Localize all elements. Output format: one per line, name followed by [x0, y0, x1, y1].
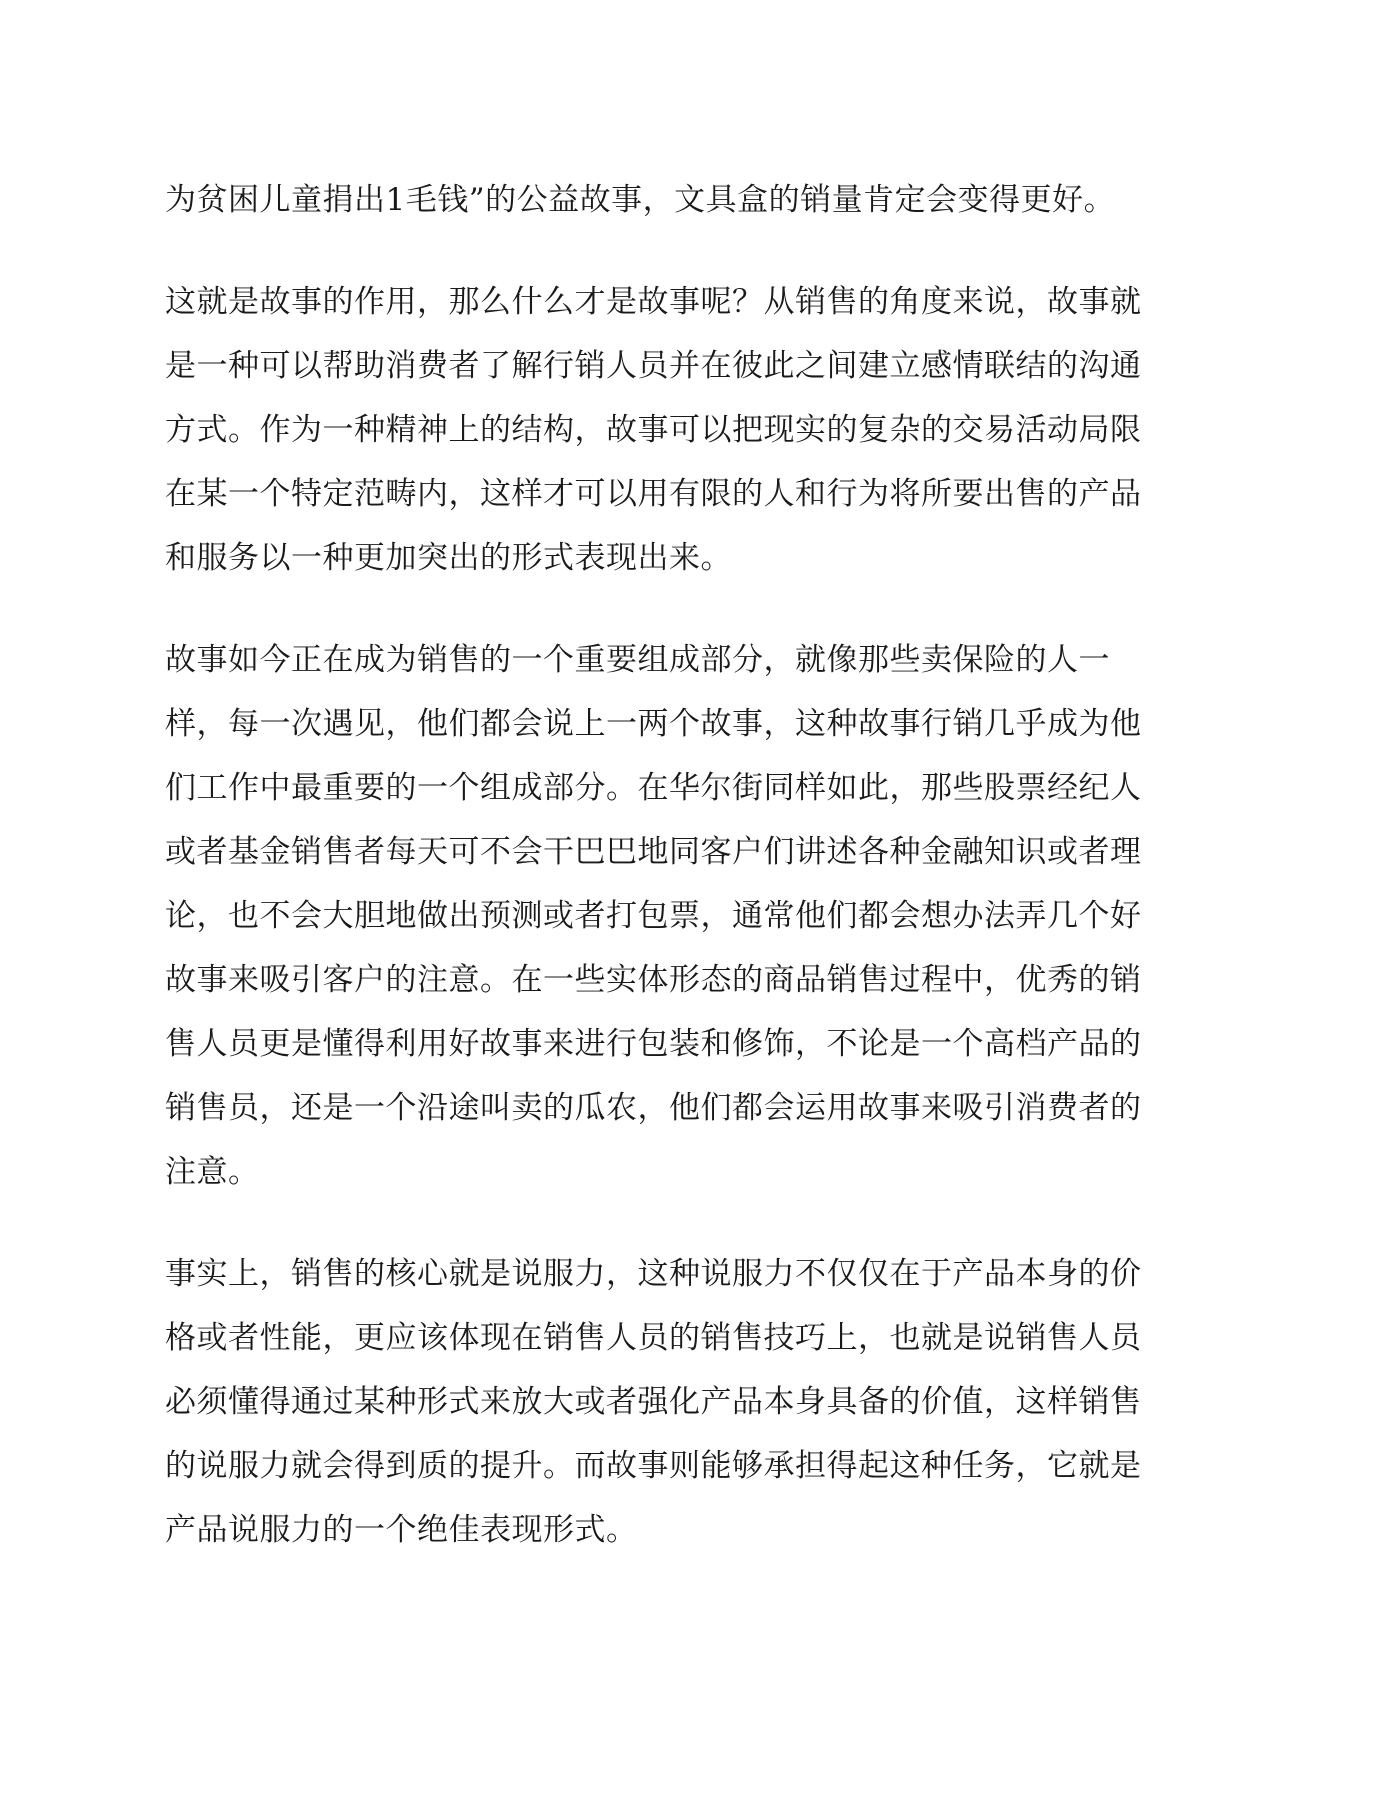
text-line: 事实上，销售的核心就是说服力，这种说服力不仅仅在于产品本身的价 — [165, 1256, 1142, 1292]
paragraph — [165, 1242, 1230, 1562]
text-line: 为贫困儿童捐出1毛钱”的公益故事，文具盒的销量肯定会变得更好。 — [165, 182, 1116, 218]
paragraph-spacer — [165, 1204, 1230, 1242]
text-line: 格或者性能，更应该体现在销售人员的销售技巧上，也就是说销售人员 — [165, 1320, 1142, 1356]
text-line: 在某一个特定范畴内，这样才可以用有限的人和行为将所要出售的产品 — [165, 476, 1142, 512]
text-line: 的说服力就会得到质的提升。而故事则能够承担得起这种任务，它就是 — [165, 1448, 1142, 1484]
text-line: 注意。 — [165, 1154, 260, 1190]
text-line: 或者基金销售者每天可不会干巴巴地同客户们讲述各种金融知识或者理 — [165, 834, 1142, 870]
text-line: 方式。作为一种精神上的结构，故事可以把现实的复杂的交易活动局限 — [165, 412, 1142, 448]
text-line: 们工作中最重要的一个组成部分。在华尔街同样如此，那些股票经纪人 — [165, 770, 1142, 806]
text-line: 这就是故事的作用，那么什么才是故事呢？从销售的角度来说，故事就 — [165, 284, 1142, 320]
text-line: 是一种可以帮助消费者了解行销人员并在彼此之间建立感情联结的沟通 — [165, 348, 1142, 384]
text-line: 销售员，还是一个沿途叫卖的瓜农，他们都会运用故事来吸引消费者的 — [165, 1090, 1142, 1126]
text-line: 论，也不会大胆地做出预测或者打包票，通常他们都会想办法弄几个好 — [165, 898, 1142, 934]
text-line: 产品说服力的一个绝佳表现形式。 — [165, 1512, 638, 1548]
text-line: 故事来吸引客户的注意。在一些实体形态的商品销售过程中，优秀的销 — [165, 962, 1142, 998]
text-line: 和服务以一种更加突出的形式表现出来。 — [165, 540, 732, 576]
paragraph — [165, 628, 1230, 1204]
text-line: 必须懂得通过某种形式来放大或者强化产品本身具备的价值，这样销售 — [165, 1384, 1142, 1420]
paragraph — [165, 270, 1230, 590]
body-text — [165, 168, 1230, 1562]
paragraph — [165, 168, 1230, 232]
text-line: 售人员更是懂得利用好故事来进行包装和修饰，不论是一个高档产品的 — [165, 1026, 1142, 1062]
paragraph-spacer — [165, 232, 1230, 270]
text-line: 故事如今正在成为销售的一个重要组成部分，就像那些卖保险的人一 — [165, 642, 1110, 678]
paragraph-spacer — [165, 590, 1230, 628]
text-line: 样，每一次遇见，他们都会说上一两个故事，这种故事行销几乎成为他 — [165, 706, 1142, 742]
